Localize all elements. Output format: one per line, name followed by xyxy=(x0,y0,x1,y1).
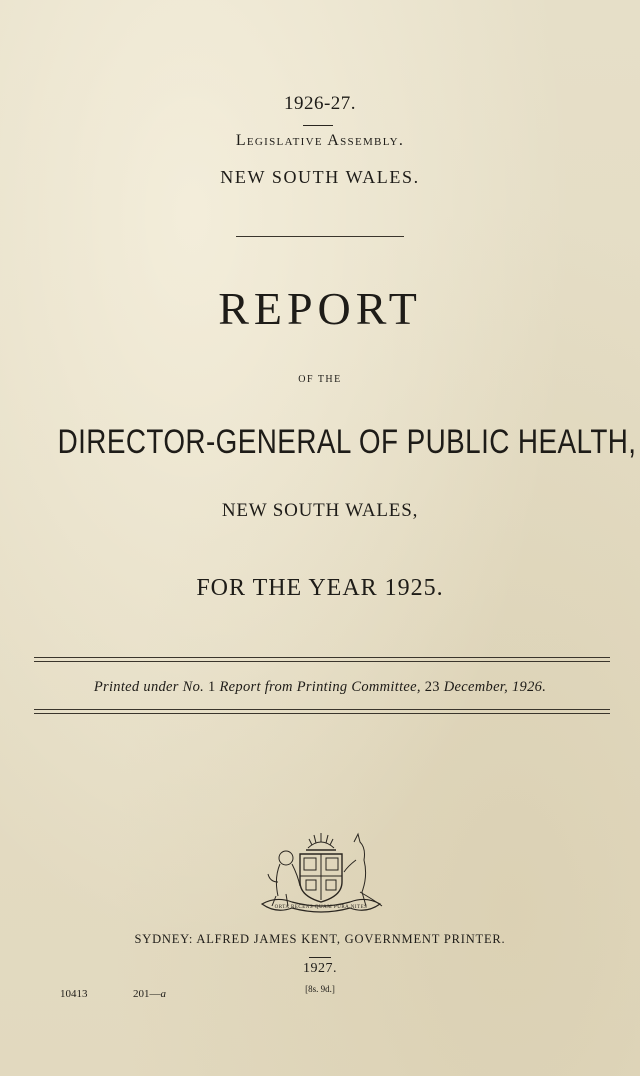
double-rule xyxy=(34,657,610,662)
coat-of-arms-icon xyxy=(256,830,386,915)
of-the-label: OF THE xyxy=(298,374,342,385)
divider-rule xyxy=(236,236,404,237)
series-number: 201—a xyxy=(133,988,166,1000)
double-rule xyxy=(34,709,610,714)
divider-rule xyxy=(303,125,333,126)
state-subtitle: NEW SOUTH WALES, xyxy=(221,500,419,521)
office-title: DIRECTOR-GENERAL OF PUBLIC HEALTH, xyxy=(57,423,637,461)
price-label: [8s. 9d.] xyxy=(305,984,335,994)
print-year: 1927. xyxy=(303,961,337,976)
printer-imprint: SYDNEY: ALFRED JAMES KENT, GOVERNMENT PRINTER. xyxy=(134,932,506,946)
job-number: 10413 xyxy=(60,988,88,1000)
session-year: 1926-27. xyxy=(283,93,357,114)
state-heading: NEW SOUTH WALES. xyxy=(220,167,420,187)
report-title: REPORT xyxy=(218,283,422,334)
divider-rule xyxy=(309,957,331,958)
report-period: FOR THE YEAR 1925. xyxy=(196,575,444,601)
svg-text:ORTA RECENS QUAM PURA NITES: ORTA RECENS QUAM PURA NITES xyxy=(274,905,368,910)
printed-note: Printed under No. 1 Report from Printing Committee, 23 December, 1926. xyxy=(93,679,547,695)
house-name: Legislative Assembly. xyxy=(235,132,405,149)
